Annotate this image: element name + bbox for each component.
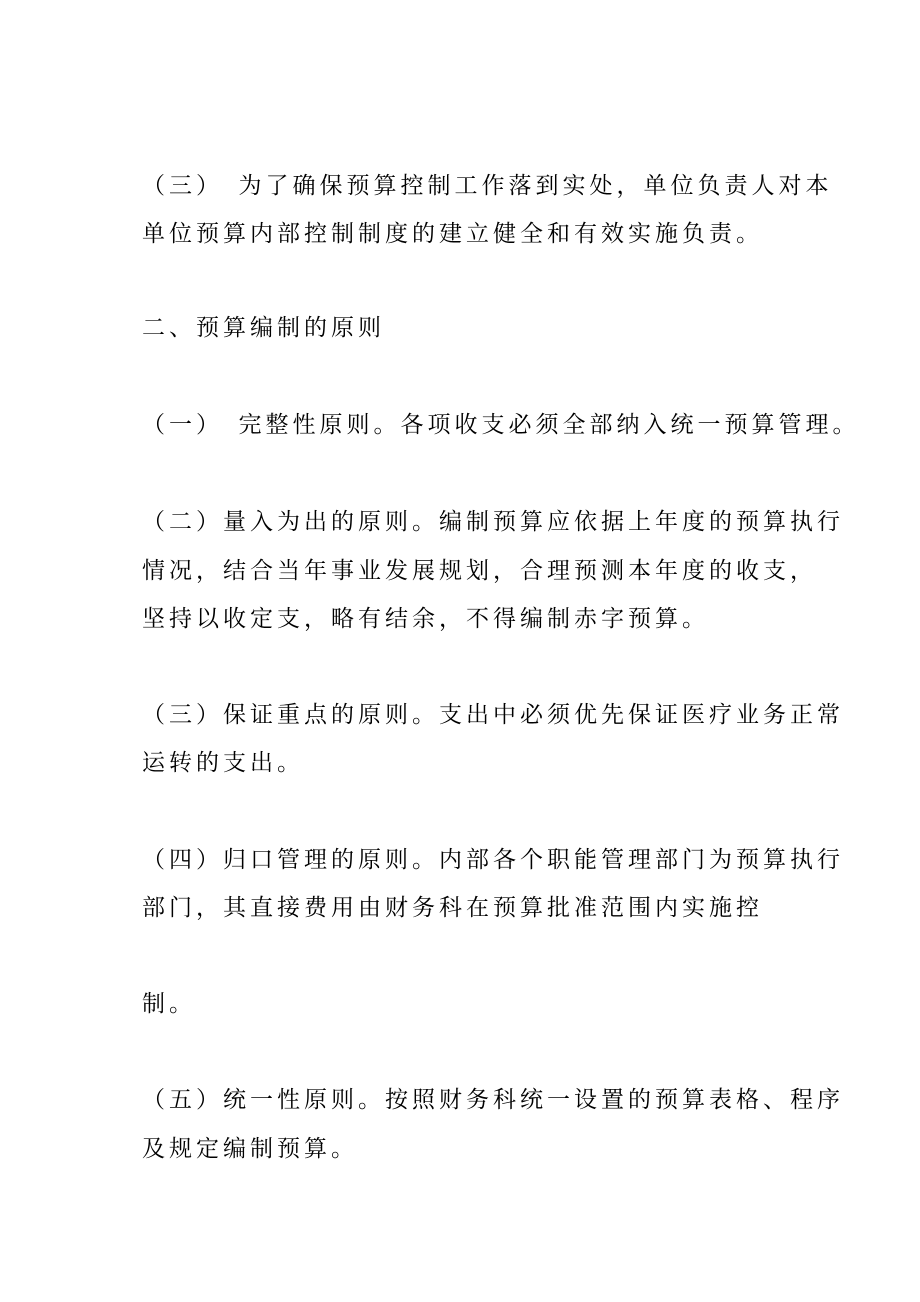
paragraph-line: （三）保证重点的原则。支出中必须优先保证医疗业务正常 bbox=[142, 702, 844, 728]
section-heading: 二、预算编制的原则 bbox=[142, 315, 385, 341]
paragraph-line: 制。 bbox=[142, 991, 196, 1017]
paragraph-line: （四）归口管理的原则。内部各个职能管理部门为预算执行 bbox=[142, 847, 844, 873]
paragraph-line: （三） 为了确保预算控制工作落到实处，单位负责人对本 bbox=[142, 173, 833, 199]
paragraph-line: （二）量入为出的原则。编制预算应依据上年度的预算执行 bbox=[142, 509, 844, 535]
paragraph-line: 部门，其直接费用由财务科在预算批准范围内实施控 bbox=[142, 895, 763, 921]
paragraph-line: （五）统一性原则。按照财务科统一设置的预算表格、程序 bbox=[142, 1087, 844, 1113]
paragraph-line: 运转的支出。 bbox=[142, 750, 304, 776]
paragraph-line: 单位预算内部控制制度的建立健全和有效实施负责。 bbox=[142, 221, 763, 247]
paragraph-line: 及规定编制预算。 bbox=[142, 1136, 358, 1162]
paragraph-line: 情况，结合当年事业发展规划，合理预测本年度的收支， bbox=[142, 558, 817, 584]
paragraph-line: （一） 完整性原则。各项收支必须全部纳入统一预算管理。 bbox=[142, 412, 860, 438]
paragraph-line: 坚持以收定支，略有结余，不得编制赤字预算。 bbox=[142, 606, 709, 632]
